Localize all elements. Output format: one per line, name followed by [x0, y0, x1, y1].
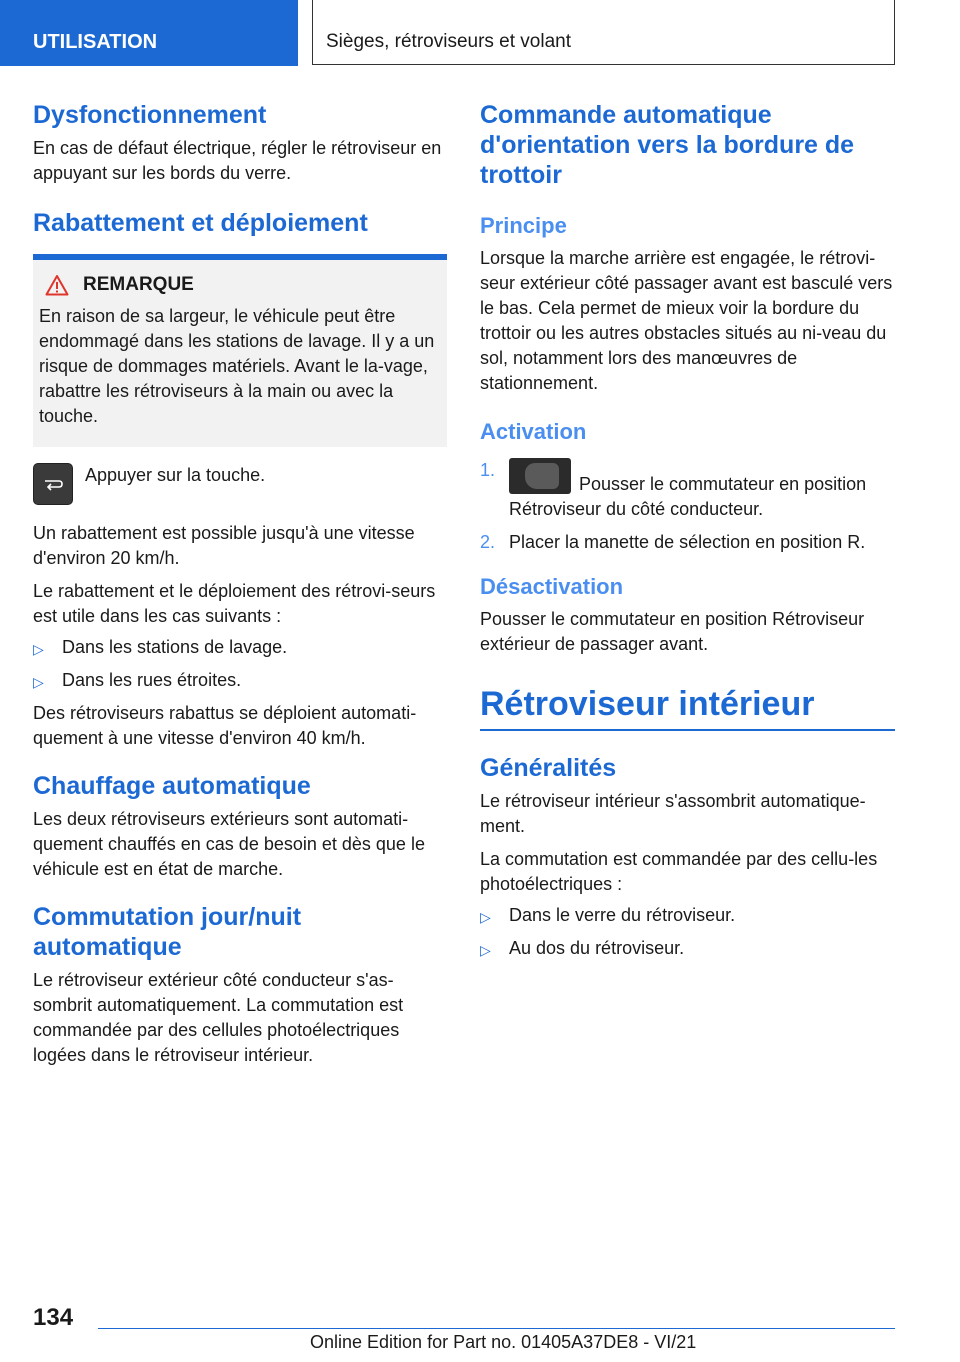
footer-divider [98, 1328, 895, 1329]
section-tab: UTILISATION [0, 0, 298, 66]
press-button-text: Appuyer sur la touche. [85, 465, 266, 485]
paragraph-commutation: Le rétroviseur extérieur côté conducteur s'as-sombrit automatiquement. La commutation est commandée par des cellules photoélectriques logées dans le rétroviseur intérieur. [33, 970, 404, 1065]
triangle-bullet-icon: ▷ [480, 909, 491, 925]
chapter-title: Sièges, rétroviseurs et volant [312, 0, 895, 65]
fold-arrow-icon [42, 477, 64, 491]
warning-icon [45, 274, 69, 296]
right-column [480, 100, 895, 963]
heading-generalites: Généralités [480, 754, 617, 782]
fold-cases-list [33, 635, 447, 695]
paragraph-principe: Lorsque la marche arrière est engagée, le rétrovi-seur extérieur côté passager avant est basculé vers le bas. Cela permet de mieux voir la bordure du trottoir ou les autres obstacles situés au ni-veau du sol, notamment lors des manœuvres de stationnement. [480, 248, 893, 393]
mirror-fold-button-icon [33, 463, 73, 505]
list-item: 1. Pousser le commutateur en position Rétroviseur du côté conducteur. [480, 460, 867, 519]
page-footer [0, 1290, 960, 1362]
heading-retroviseur-interieur: Rétroviseur intérieur [480, 683, 895, 731]
heading-desactivation: Désactivation [480, 574, 624, 599]
left-column [33, 100, 447, 1068]
heading-principe: Principe [480, 213, 567, 238]
heading-activation: Activation [480, 419, 587, 444]
paragraph-generalites-2: La commutation est commandée par des cellu-les photoélectriques : [480, 849, 878, 894]
paragraph-dysfonctionnement: En cas de défaut électrique, régler le rétroviseur en appuyant sur les bords du verre. [33, 138, 442, 183]
heading-rabattement: Rabattement et déploiement [33, 209, 368, 237]
heading-chauffage: Chauffage automatique [33, 772, 311, 800]
heading-commutation: Commutation jour/nuit automatique [33, 903, 302, 961]
note-title: REMARQUE [83, 274, 194, 295]
activation-steps [480, 458, 895, 555]
heading-dysfonctionnement: Dysfonctionnement [33, 101, 267, 129]
page-header [0, 0, 960, 68]
list-item: ▷ Dans les stations de lavage. [33, 635, 447, 662]
fold-button-row [33, 463, 447, 505]
page-number: 134 [33, 1304, 74, 1331]
triangle-bullet-icon: ▷ [480, 942, 491, 958]
list-item: ▷ Au dos du rétroviseur. [480, 936, 895, 963]
warning-note [33, 254, 447, 447]
list-item: ▷ Dans le verre du rétroviseur. [480, 903, 895, 930]
triangle-bullet-icon: ▷ [33, 641, 44, 657]
paragraph-fold-cases: Le rabattement et le déploiement des rétrovi-seurs est utile dans les cas suivants : [33, 581, 436, 626]
paragraph-desactivation: Pousser le commutateur en position Rétroviseur extérieur de passager avant. [480, 609, 865, 654]
photocell-list [480, 903, 895, 963]
mirror-switch-icon [509, 458, 571, 494]
triangle-bullet-icon: ▷ [33, 674, 44, 690]
edition-text: Online Edition for Part no. 01405A37DE8 - VI/21 [310, 1332, 697, 1352]
paragraph-auto-deploy: Des rétroviseurs rabattus se déploient automati-quement à une vitesse d'environ 40 km/h. [33, 703, 417, 748]
paragraph-fold-speed: Un rabattement est possible jusqu'à une vitesse d'environ 20 km/h. [33, 523, 415, 568]
note-text: En raison de sa largeur, le véhicule peut être endommagé dans les stations de lavage. Il y a un risque de dommages matériels. Avant le la-vage, rabattre les rétroviseurs à la main ou avec la touche. [39, 306, 435, 426]
heading-commande-auto: Commande automatique d'orientation vers la bordure de trottoir [480, 101, 855, 189]
note-header [45, 274, 439, 296]
list-item: 2. Placer la manette de sélection en position R. [480, 532, 866, 552]
list-item: ▷ Dans les rues étroites. [33, 668, 447, 695]
paragraph-chauffage: Les deux rétroviseurs extérieurs sont automati-quement chauffés en cas de besoin et dès que le véhicule est en état de marche. [33, 809, 425, 879]
paragraph-generalites-1: Le rétroviseur intérieur s'assombrit automatique-ment. [480, 791, 866, 836]
